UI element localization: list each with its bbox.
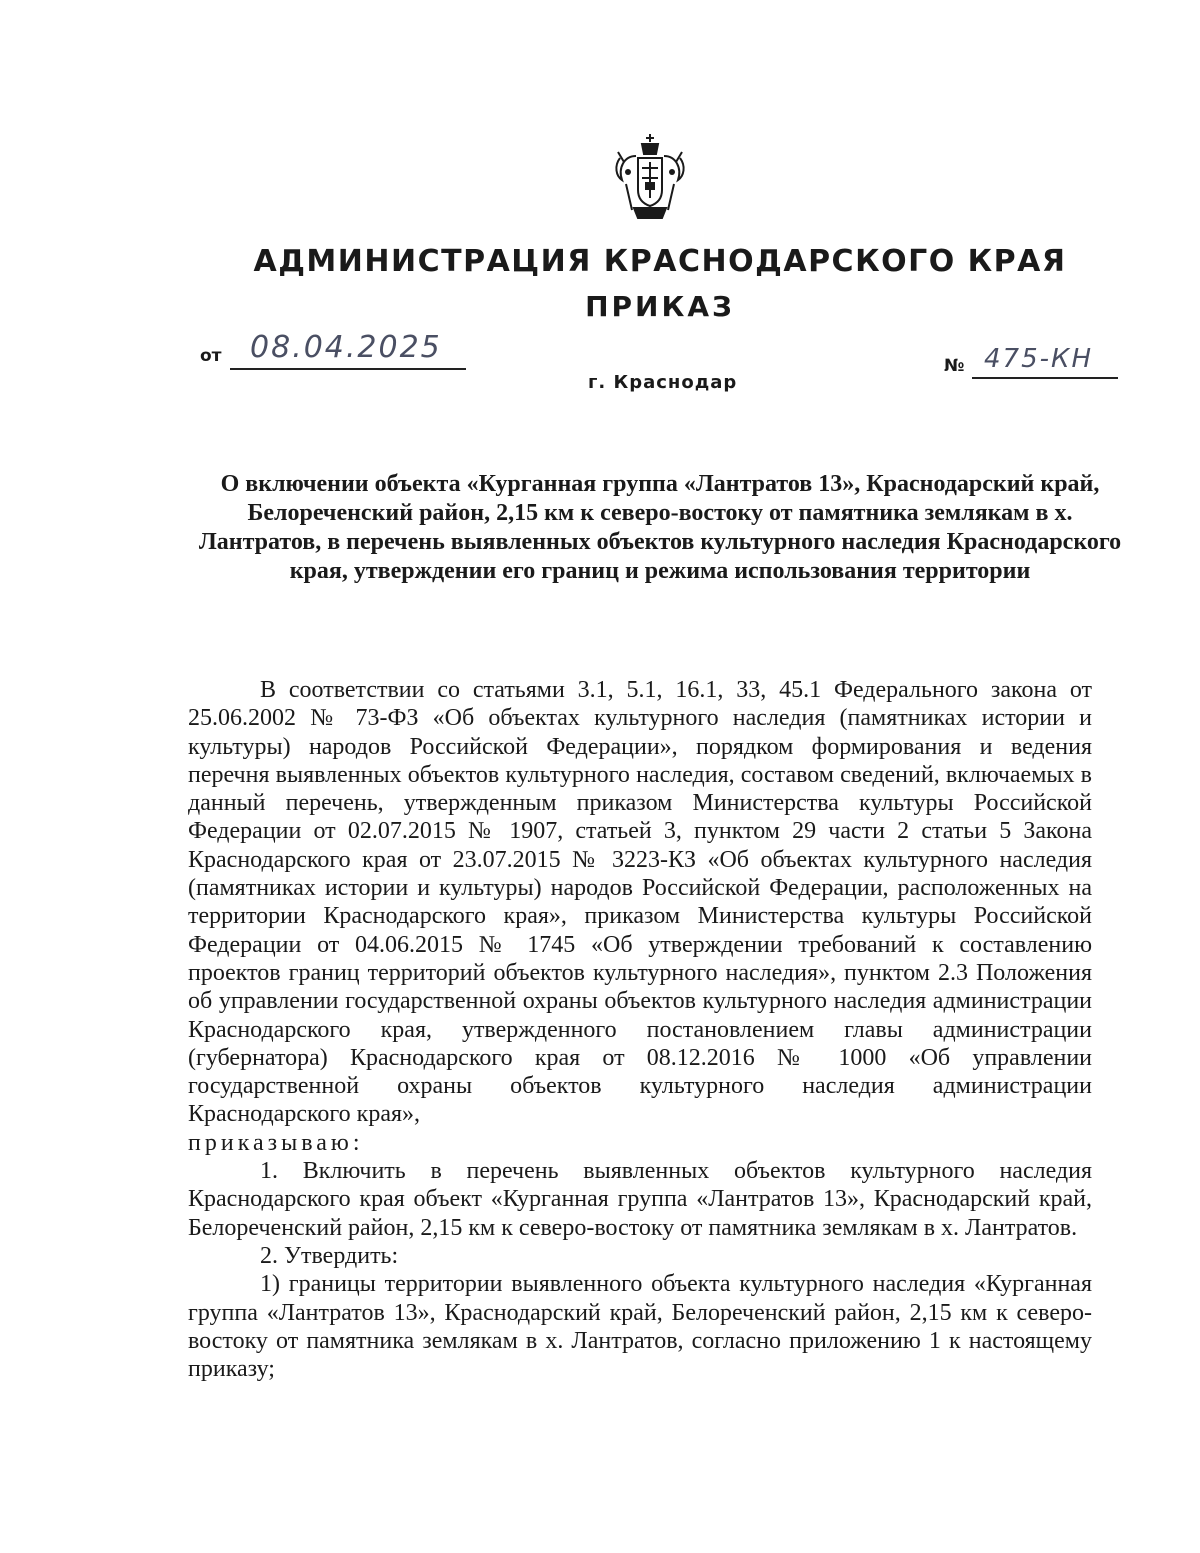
date-prefix: от [200,346,222,366]
order-word: приказываю: [188,1129,364,1156]
preamble-paragraph: В соответствии со статьями 3.1, 5.1, 16.1, 33, 45.1 Федерального закона от 25.06.2002 № 73-ФЗ «Об объектах культурного наследия (памятниках истории и культуры) народов Российской Федерации», порядком формирования и ведения перечня выявленных объектов культурного наследия, составом сведений, включаемых в данный перечень, утвержденным приказом Министерства культуры Российской Федерации от 02.07.2015 № 1907, статьей 3, пунктом 29 части 2 статьи 5 Закона Краснодарского края от 23.07.2015 № 3223-КЗ «Об объектах культурного наследия (памятниках истории и культуры) народов Российской Федерации, расположенных на территории Краснодарского края», приказом Министерства культуры Российской Федерации от 04.06.2015 № 1745 «Об утверждении требований к составлению проектов границ территорий объектов культурного наследия», пунктом 2.3 Положения об управлении государственной охраны объектов культурного наследия администрации Краснодарского края, утвержденного постановлением главы администрации (губернатора) Краснодарского края от 08.12.2016 № 1000 «Об управлении государственной охраны объектов культурного наследия администрации Краснодарского края», [188,677,1092,1128]
item-2-paragraph: 2. Утвердить: [260,1242,399,1269]
item-1-paragraph: 1. Включить в перечень выявленных объектов культурного наследия Краснодарского края объект «Курганная группа «Лантратов 13», Краснодарский край, Белореченский район, 2,15 км к северо-востоку от памятника землякам в х. Лантратов. [188,1158,1092,1241]
document-title: О включении объекта «Курганная группа «Лантратов 13», Краснодарский край, Белореченский район, 2,15 км к северо-востоку от памятника землякам в х. Лантратов, в перечень выявленных объектов культурного наследия Краснодарского края, утверждении его границ и режима использования территории [198,471,1122,584]
document-body [188,676,1092,1383]
coat-of-arms-icon [612,132,688,224]
date-underline [230,368,466,370]
city: г. Краснодар [588,372,738,393]
document-type: ПРИКАЗ [585,290,735,323]
item-2-1-paragraph: 1) границы территории выявленного объекта культурного наследия «Курганная группа «Лантратов 13», Краснодарский край, Белореченский район, 2,15 км к северо-востоку от памятника землякам в х. Лантратов, согласно приложению 1 к настоящему приказу; [188,1271,1092,1383]
number-prefix: № [944,356,965,376]
order-word-paragraph [188,1129,1092,1157]
date-value-handwritten: 08.04.2025 [250,330,442,365]
number-underline [972,377,1118,379]
number-value-handwritten: 475-КН [984,344,1094,374]
organization-name: АДМИНИСТРАЦИЯ КРАСНОДАРСКОГО КРАЯ [253,244,1067,279]
